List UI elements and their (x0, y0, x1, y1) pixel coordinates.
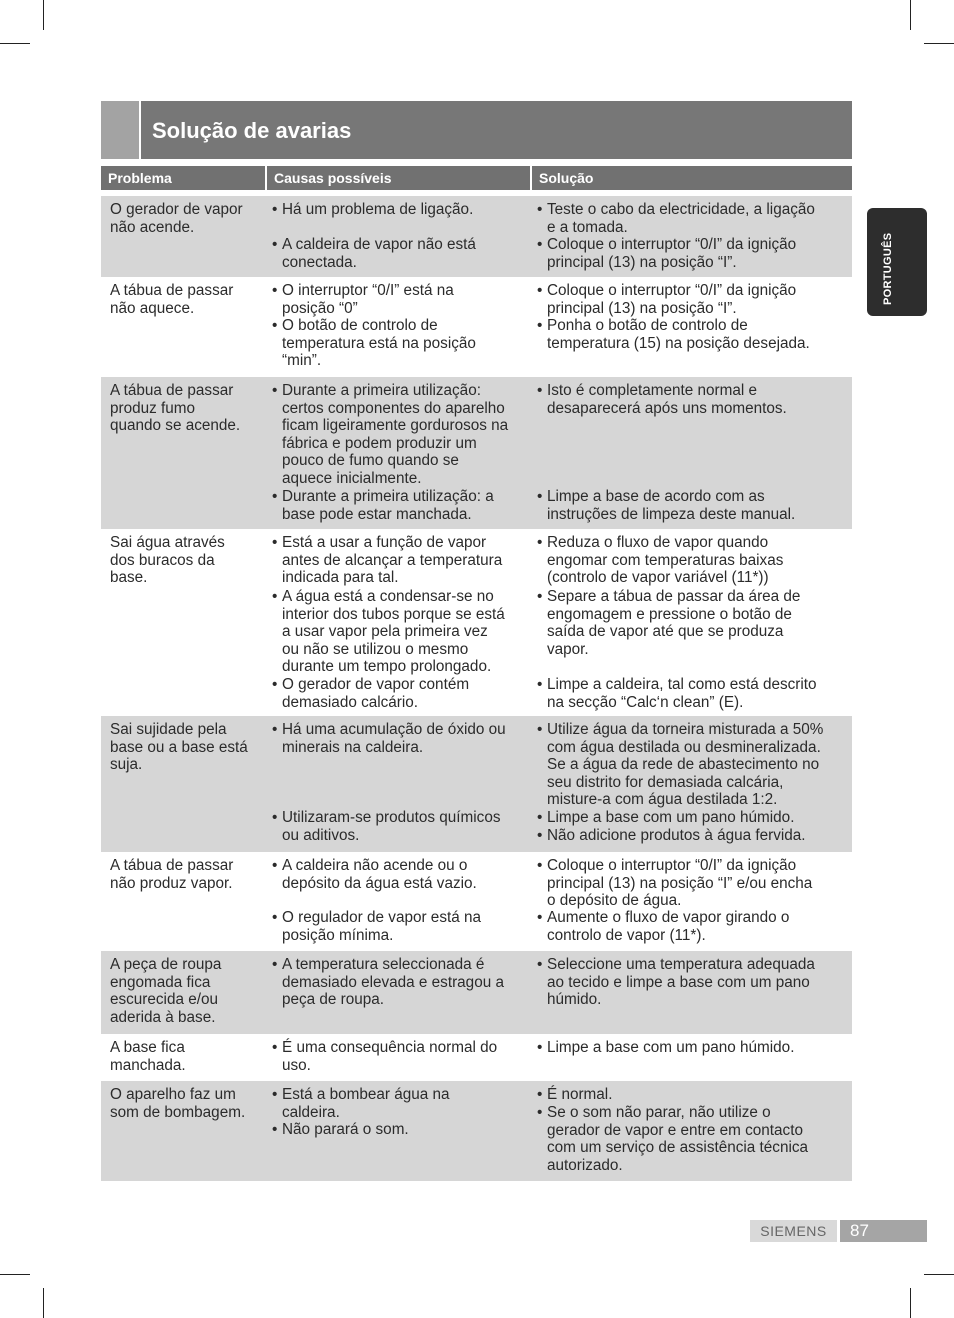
crop-mark (43, 0, 44, 30)
solution-item (537, 721, 849, 809)
cause-item (272, 1039, 530, 1074)
bullet-dot: • (537, 857, 543, 874)
solution-item-text: Isto é completamente normal e desaparecerá após uns momentos. (547, 382, 787, 417)
cause-item-text: Durante a primeira utilização: a base pode estar manchada. (282, 488, 494, 523)
solution-item (537, 676, 849, 711)
bullet-dot: • (272, 201, 278, 218)
bullet-dot: • (537, 809, 543, 826)
table-row (101, 377, 852, 529)
header-solution: Solução (532, 166, 852, 190)
cause-item (272, 721, 530, 756)
solution-item (537, 827, 849, 845)
solution-item (537, 1104, 849, 1174)
solution-item (537, 282, 849, 317)
cause-item (272, 1086, 530, 1121)
bullet-dot: • (272, 534, 278, 551)
cause-item-text: Durante a primeira utilização: certos componentes do aparelho ficam ligeiramente gordurosos na fábrica e podem produzir um pouco de fumo quando se aquece inicialmente. (282, 382, 509, 487)
solution-item (537, 909, 849, 944)
bullet-dot: • (537, 236, 543, 253)
solution-item (537, 201, 849, 236)
problem-text: A tábua de passar não produz vapor. (110, 857, 234, 892)
bullet-dot: • (537, 534, 543, 551)
bullet-dot: • (272, 1086, 278, 1103)
crop-mark (910, 1288, 911, 1318)
cause-item-text: O gerador de vapor contém demasiado calcário. (282, 676, 470, 711)
solution-item-text: Limpe a base com um pano húmido. (547, 1039, 795, 1056)
bullet-dot: • (272, 317, 278, 334)
bullet-dot: • (537, 1039, 543, 1056)
bullet-dot: • (272, 909, 278, 926)
solution-item (537, 809, 849, 827)
bullet-dot: • (537, 676, 543, 693)
problem-cell (110, 1034, 265, 1074)
bullet-dot: • (537, 1104, 543, 1121)
bullet-dot: • (272, 382, 278, 399)
table-row (101, 951, 852, 1034)
solution-item-text: Limpe a caldeira, tal como está descrito na secção “Calc‘n clean” (E). (547, 676, 817, 711)
solution-item-text: Limpe a base com um pano húmido. (547, 809, 795, 826)
bullet-dot: • (272, 1039, 278, 1056)
solution-item-text: Se o som não parar, não utilize o gerador de vapor e entre em contacto com um serviço de assistência técnica autorizado. (547, 1104, 809, 1174)
solution-item-text: Aumente o fluxo de vapor girando o controlo de vapor (11*). (547, 909, 790, 944)
solution-item-text: Não adicione produtos à água fervida. (547, 827, 806, 844)
solution-item (537, 588, 849, 658)
solution-item (537, 857, 849, 910)
cause-item-text: A caldeira não acende ou o depósito da água está vazio. (282, 857, 477, 892)
table-row (101, 852, 852, 951)
bullet-dot: • (272, 488, 278, 505)
bullet-dot: • (272, 676, 278, 693)
solution-item-text: Coloque o interruptor “0/I” da ignição principal (13) na posição “I” e/ou encha o depósito de água. (547, 857, 813, 910)
cause-item (272, 488, 530, 523)
cause-item-text: Não parará o som. (282, 1121, 409, 1138)
bullet-dot: • (537, 282, 543, 299)
bullet-dot: • (272, 721, 278, 738)
solution-item (537, 488, 849, 523)
cause-item-text: A temperatura seleccionada é demasiado elevada e estragou a peça de roupa. (282, 956, 504, 1009)
solution-item-text: Teste o cabo da electricidade, a ligação e a tomada. (547, 201, 815, 236)
crop-mark (924, 1274, 954, 1275)
page-title: Solução de avarias (152, 118, 352, 143)
problem-text: A tábua de passar produz fumo quando se acende. (110, 382, 241, 435)
crop-mark (910, 0, 911, 30)
bullet-dot: • (537, 201, 543, 218)
table-row (101, 277, 852, 377)
language-tab (867, 208, 927, 316)
solution-item (537, 382, 849, 417)
table-header (101, 166, 852, 190)
cause-item-text: A água está a condensar-se no interior dos tubos porque se está a usar vapor pela primeira vez ou não se utilizou o mesmo durante um tempo prolongado. (282, 588, 505, 676)
bullet-dot: • (272, 236, 278, 253)
cause-item-text: Há um problema de ligação. (282, 201, 474, 218)
solution-item (537, 1086, 849, 1104)
bullet-dot: • (537, 721, 543, 738)
table-row (101, 529, 852, 716)
title-accent-tab (101, 101, 141, 159)
problem-cell (110, 377, 265, 435)
problem-cell (110, 529, 265, 587)
solution-item (537, 534, 849, 587)
table-row (101, 1081, 852, 1181)
brand-label: SIEMENS (750, 1220, 837, 1242)
crop-mark (43, 1288, 44, 1318)
problem-cell (110, 196, 265, 236)
cause-item (272, 534, 530, 587)
bullet-dot: • (537, 382, 543, 399)
cause-item-text: Está a bombear água na caldeira. (282, 1086, 450, 1121)
cause-item (272, 1121, 530, 1139)
cause-item-text: É uma consequência normal do uso. (282, 1039, 498, 1074)
cause-item (272, 676, 530, 711)
crop-mark (924, 43, 954, 44)
cause-item (272, 382, 530, 488)
cause-item (272, 809, 530, 844)
solution-item-text: Seleccione uma temperatura adequada ao tecido e limpe a base com um pano húmido. (547, 956, 815, 1009)
problem-text: A base fica manchada. (110, 1039, 186, 1074)
bullet-dot: • (272, 956, 278, 973)
cause-item (272, 857, 530, 892)
solution-item-text: Coloque o interruptor “0/I” da ignição principal (13) na posição “I”. (547, 236, 797, 271)
language-label: PORTUGUÊS (882, 232, 894, 305)
solution-item-text: Reduza o fluxo de vapor quando engomar com temperaturas baixas (controlo de vapor variável (11*)) (547, 534, 784, 587)
table-row (101, 196, 852, 277)
solution-item-text: Separe a tábua de passar da área de engomagem e pressione o botão de saída de vapor até que se produza vapor. (547, 588, 801, 658)
solution-item-text: É normal. (547, 1086, 613, 1103)
header-causes: Causas possíveis (267, 166, 530, 190)
solution-item-text: Limpe a base de acordo com as instruções de limpeza deste manual. (547, 488, 796, 523)
section-title-bar (101, 101, 852, 159)
cause-item-text: Utilizaram-se produtos químicos ou aditivos. (282, 809, 501, 844)
page-number: 87 (840, 1220, 927, 1242)
problem-text: A tábua de passar não aquece. (110, 282, 234, 317)
solution-item (537, 1039, 849, 1057)
bullet-dot: • (537, 909, 543, 926)
cause-item (272, 282, 530, 317)
problem-cell (110, 951, 265, 1026)
solution-item (537, 236, 849, 271)
problem-text: Sai sujidade pela base ou a base está suja. (110, 721, 248, 774)
cause-item-text: A caldeira de vapor não está conectada. (282, 236, 476, 271)
cause-item-text: O interruptor “0/I” está na posição “0” (282, 282, 454, 317)
crop-mark (0, 43, 30, 44)
cause-item-text: O botão de controlo de temperatura está na posição “min”. (282, 317, 476, 370)
bullet-dot: • (537, 588, 543, 605)
bullet-dot: • (272, 809, 278, 826)
bullet-dot: • (272, 1121, 278, 1138)
bullet-dot: • (537, 827, 543, 844)
table-row (101, 716, 852, 852)
solution-item-text: Ponha o botão de controlo de temperatura (15) na posição desejada. (547, 317, 810, 352)
bullet-dot: • (272, 588, 278, 605)
problem-text: A peça de roupa engomada fica escurecida e/ou aderida à base. (110, 956, 222, 1026)
bullet-dot: • (272, 857, 278, 874)
crop-mark (0, 1274, 30, 1275)
table-row (101, 1034, 852, 1081)
cause-item-text: Há uma acumulação de óxido ou minerais na caldeira. (282, 721, 506, 756)
problem-text: O gerador de vapor não acende. (110, 201, 243, 236)
cause-item (272, 317, 530, 370)
cause-item (272, 236, 530, 271)
problem-cell (110, 1081, 265, 1121)
solution-item-text: Coloque o interruptor “0/I” da ignição principal (13) na posição “I”. (547, 282, 797, 317)
problem-cell (110, 716, 265, 774)
problem-text: Sai água através dos buracos da base. (110, 534, 225, 587)
bullet-dot: • (272, 282, 278, 299)
cause-item (272, 909, 530, 944)
solution-item (537, 956, 849, 1009)
bullet-dot: • (537, 488, 543, 505)
header-problem: Problema (101, 166, 265, 190)
cause-item (272, 956, 530, 1009)
solution-item-text: Utilize água da torneira misturada a 50% com água destilada ou desmineralizada. Se a água da rede de abastecimento no seu distrito for demasiada calcária, misture-a com água destilada 1:2. (547, 721, 824, 809)
problem-cell (110, 277, 265, 317)
bullet-dot: • (537, 956, 543, 973)
problem-cell (110, 852, 265, 892)
cause-item-text: Está a usar a função de vapor antes de alcançar a temperatura indicada para tal. (282, 534, 503, 587)
problem-text: O aparelho faz um som de bombagem. (110, 1086, 246, 1121)
cause-item-text: O regulador de vapor está na posição mínima. (282, 909, 481, 944)
solution-item (537, 317, 849, 352)
bullet-dot: • (537, 1086, 543, 1103)
cause-item (272, 201, 530, 219)
cause-item (272, 588, 530, 676)
bullet-dot: • (537, 317, 543, 334)
